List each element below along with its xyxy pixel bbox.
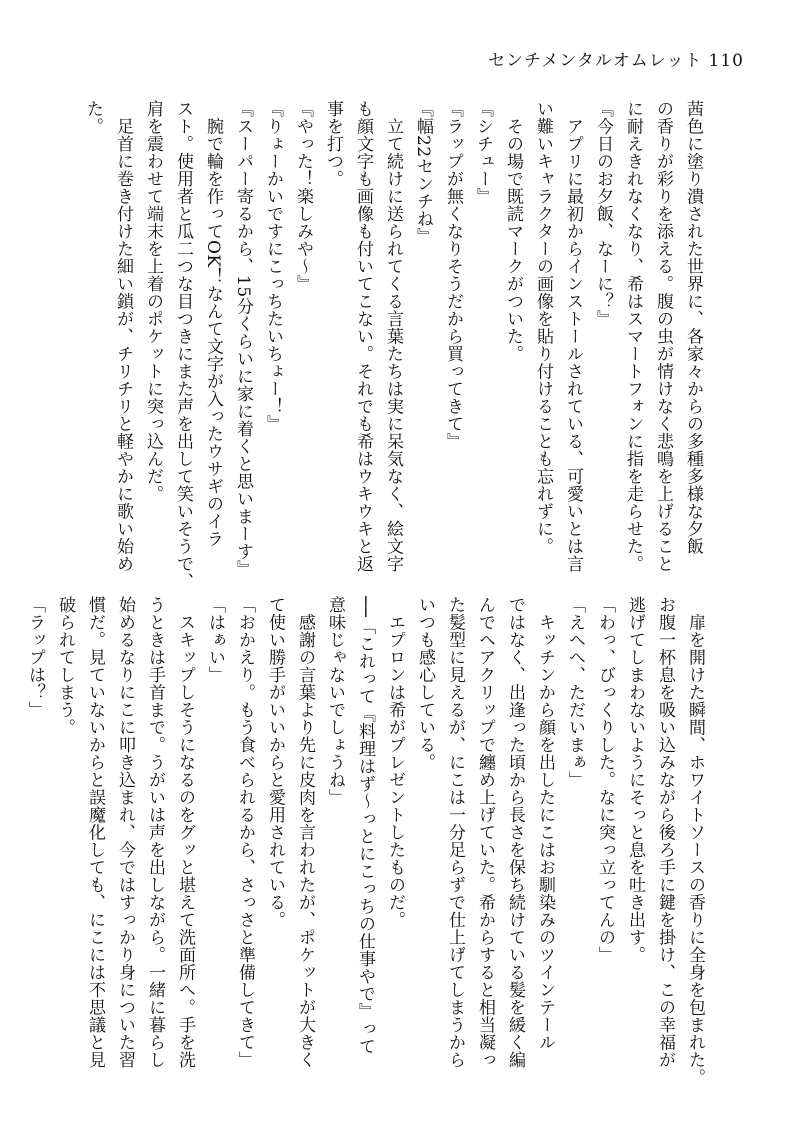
text-line: い難いキャラクターの画像を貼り付けることも忘れずに。	[533, 100, 553, 555]
text-line: 『幅22センチね』	[413, 100, 433, 246]
text-line: んでヘアクリップで纏め上げていた。希からすると相当凝っ	[475, 596, 495, 1069]
text-line: 『ラップが無くなりそうだから買ってきて』	[443, 100, 463, 450]
text-line: 足首に巻き付けた細い鎖が、チリチリと軽やかに歌い始め	[113, 100, 133, 573]
page-number: 110	[708, 51, 744, 71]
running-header	[488, 46, 744, 71]
text-line: 感謝の言葉より先に皮肉を言われたが、ポケットが大きく	[295, 596, 315, 1069]
text-line: の香りが彩りを添える。腹の虫が情けなく悲鳴を上げること	[653, 100, 673, 573]
text-line: 『やった！楽しみや〜』	[293, 100, 313, 293]
text-line: 『シチュー』	[473, 100, 493, 205]
text-line: 意味じゃないでしょうね」	[325, 596, 345, 806]
text-line: 「ラップは？」	[25, 596, 45, 719]
text-line: も顔文字も画像も付いてこない。それでも希はウキウキと返	[353, 100, 373, 573]
text-line: 『今日のお夕飯、なーに？』	[593, 100, 613, 328]
text-line: 茜色に塗り潰された世界に、各家々からの多種多様な夕飯	[683, 100, 703, 555]
text-line: 事を打つ。	[323, 100, 343, 188]
text-line: 立て続けに送られてくる言葉たちは実に呆気なく、絵文字	[383, 100, 403, 573]
text-line: スト。使用者と瓜二つな目つきにまた声を出して笑いそうで、	[173, 100, 193, 590]
book-title: センチメンタルオムレット	[488, 51, 703, 71]
text-line: キッチンから顔を出したにこはお馴染みのツインテール	[535, 596, 555, 1051]
text-line: いつも感心している。	[415, 596, 435, 771]
text-line: エプロンは希がプレゼントしたものだ。	[385, 596, 405, 929]
text-line: アプリに最初からインストールされている、可愛いとは言	[563, 100, 583, 573]
text-block-lower	[25, 596, 710, 1086]
text-line: 「わっ、びっくりした。なに突っ立ってんの」	[595, 596, 615, 964]
text-line: 「えへへ、ただいまぁ」	[565, 596, 585, 789]
text-line: 破られてしまう。	[55, 596, 75, 736]
text-line: 扉を開けた瞬間、ホワイトソースの香りに全身を包まれた。	[685, 596, 705, 1086]
text-line: 「おかえり。もう食べられるから、さっさと準備してきて」	[235, 596, 255, 1069]
text-line: 始めるなりにこに叩き込まれ、今ではすっかり身についた習	[115, 596, 135, 1069]
text-line: お腹一杯息を吸い込みながら後ろ手に鍵を掛け、この幸福が	[655, 596, 675, 1069]
text-line: ──「これって『料理はず〜っとにこっちの仕事やで』って	[355, 596, 375, 1055]
text-line: た。	[83, 100, 103, 135]
text-line: スキップしそうになるのをグッと堪えて洗面所へ。手を洗	[175, 596, 195, 1069]
text-line: て使い勝手がいいからと愛用されている。	[265, 596, 285, 929]
text-line: うときは手首まで。うがいは声を出しながら。一緒に暮らし	[145, 596, 165, 1069]
text-line: 逃げてしまわないようにそっと息を吐き出す。	[625, 596, 645, 964]
text-line: 肩を震わせて端末を上着のポケットに突っ込んだ。	[143, 100, 163, 503]
text-line: 「はぁい」	[205, 596, 225, 684]
text-line: に耐えきれなくなり、希はスマートフォンに指を走らせた。	[623, 100, 643, 573]
text-line: 慣だ。見ていないからと誤魔化しても、にこには不思議と見	[85, 596, 105, 1069]
text-line: 『スーパー寄るから、15分くらいに家に着くと思いまーす』	[233, 100, 253, 578]
text-line: その場で既読マークがついた。	[503, 100, 523, 363]
text-line: 腕で輪を作ってOK！なんて文字が入ったウサギのイラ	[203, 100, 223, 548]
text-line: ではなく、出逢った頃から長さを保ち続けている髪を緩く編	[505, 596, 525, 1069]
text-block-upper	[83, 100, 708, 590]
text-line: 『りょーかいですにこっちたいちょー！』	[263, 100, 283, 433]
text-line: た髪型に見えるが、にこは一分足らずで仕上げてしまうから	[445, 596, 465, 1069]
